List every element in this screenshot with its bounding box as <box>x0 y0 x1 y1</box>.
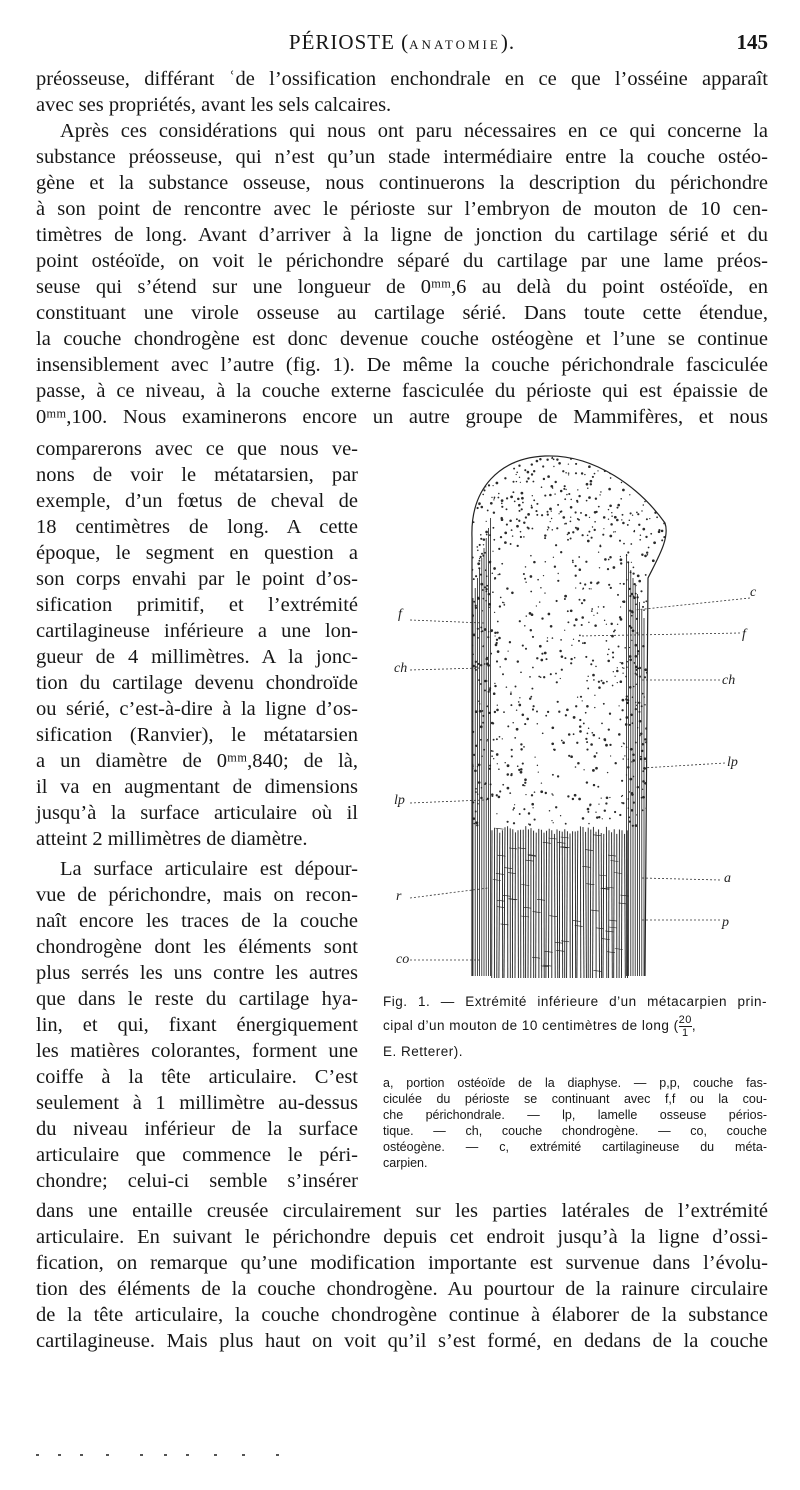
label-p-right: p <box>722 915 729 930</box>
text-line: a un diamètre de 0ᵐᵐ,840; de là, <box>36 750 358 772</box>
text-line: dans une entaille creusée circulairement sur les parties latérales de l’extrémité <box>36 1200 768 1222</box>
running-header <box>36 30 768 60</box>
text-line: point ostéoïde, on voit le périchondre séparé du cartilage par une lame préos- <box>36 250 768 272</box>
label-f-right: f <box>742 627 746 642</box>
legend-line: ostéogène. — c, extrémité cartilagineuse du méta- <box>383 1140 767 1154</box>
legend-line: carpien. <box>383 1156 428 1170</box>
text-line: cartilagineuse. Mais plus haut on voit qu’il s’est formé, en dedans de la couche <box>36 1330 768 1352</box>
text-line: son corps envahi par le point d’os- <box>36 568 358 590</box>
text-line: 18 centimètres de long. A cette <box>36 516 358 538</box>
text-line: gène et la substance osseuse, nous continuerons la description du périchondre <box>36 172 768 194</box>
caption-line: E. Retterer). <box>383 1044 464 1059</box>
label-c-right: c <box>750 585 757 600</box>
cartilage-stipple <box>471 453 668 827</box>
text-line: ou sérié, c’est-à-dire à la ligne d’os- <box>36 698 358 720</box>
text-line: chondre; celui-ci semble s’insérer <box>36 1170 358 1192</box>
text-line: seuse qui s’étend sur une longueur de 0ᵐᵐ,6 au delà du point ostéoïde, en <box>36 276 768 298</box>
legend-line: ciculée du périoste se continuant avec f,f ou la cou- <box>383 1092 767 1106</box>
text-line: seulement à 1 millimètre au-dessus <box>36 1092 358 1114</box>
text-line: chondrogène dont les éléments sont <box>36 936 358 958</box>
text-line: fication, on remarque qu’une modification importante est survenue dans l’évolu- <box>36 1252 768 1274</box>
caption-line: Fig. 1. — Extrémité inférieure d’un métacarpien prin- <box>383 994 767 1009</box>
text-line: 0ᵐᵐ,100. Nous examinerons encore un autre groupe de Mammifères, et nous <box>36 406 768 428</box>
text-line: lin, et qui, fixant énergiquement <box>36 1014 358 1036</box>
label-a-right: a <box>724 871 731 886</box>
text-line: tion du cartilage devenu chondroïde <box>36 672 358 694</box>
text-line: insensiblement avec l’autre (fig. 1). De même la couche périchondrale fasciculée <box>36 354 768 376</box>
text-line: la couche chondrogène est donc devenue couche ostéogène et l’une se continue <box>36 328 768 350</box>
caption-line: cipal d’un mouton de 10 centimètres de long ( $\frac{20}{1}$ , <box>383 1014 697 1039</box>
text-line: coiffe à la tête articulaire. C’est <box>36 1066 358 1088</box>
page-number: 145 <box>736 30 768 54</box>
text-line: exemple, d’un fœtus de cheval de <box>36 490 358 512</box>
text-line: jusqu’à la surface articulaire où il <box>36 802 358 824</box>
periosteal-hatching <box>473 518 644 976</box>
text-line: sification (Ranvier), le métatarsien <box>36 724 358 746</box>
text-line: avec ses propriétés, avant les sels calcaires. <box>36 94 392 116</box>
footer-dot-marks <box>36 1450 336 1460</box>
text-line: époque, le segment en question a <box>36 542 358 564</box>
legend-line: che périchondrale. — lp, lamelle osseuse périos- <box>383 1108 767 1122</box>
text-line: substance préosseuse, qui n’est qu’un stade intermédiaire entre la couche ostéo- <box>36 146 768 168</box>
text-line: sification primitif, et l’extrémité <box>36 594 358 616</box>
label-co-left: co <box>396 952 410 967</box>
text-line: La surface articulaire est dépour- <box>60 858 358 880</box>
text-line: cartilagineuse inférieure a une lon- <box>36 620 358 642</box>
text-line: que dans le reste du cartilage hya- <box>36 988 358 1010</box>
text-line: atteint 2 millimètres de diamètre. <box>36 828 308 850</box>
text-line: constituant une virole osseuse au cartilage sérié. Dans toute cette étendue, <box>36 302 768 324</box>
osteoid-zone-hatching <box>492 826 629 978</box>
caption-fraction: $\frac{20}{1}$ <box>678 1014 692 1039</box>
text-line: les matières colorantes, forment une <box>36 1040 358 1062</box>
label-lp-right: lp <box>727 755 738 770</box>
label-lp-left: lp <box>394 793 405 808</box>
text-line: à son point de rencontre avec le périoste sur l’embryon de mouton de 10 cen- <box>36 198 768 220</box>
text-line: Après ces considérations qui nous ont paru nécessaires en ce qui concerne la <box>60 120 768 142</box>
running-title: PÉRIOSTE (ANATOMIE). <box>288 30 516 54</box>
text-line: il va en augmentant de dimensions <box>36 776 358 798</box>
label-ch-left: ch <box>394 661 408 676</box>
text-line: de la tête articulaire, la couche chondrogène continue à élaborer de la substance <box>36 1304 768 1326</box>
text-line: passe, à ce niveau, à la couche externe fasciculée du périoste qui est épaissie de <box>36 380 768 402</box>
legend-line: a, portion ostéoïde de la diaphyse. — p,p, couche fas- <box>383 1076 767 1090</box>
label-r-left: r <box>396 889 402 904</box>
text-line: préosseuse, différant ʿde l’ossification enchondrale en ce que l’osséine apparaît <box>36 68 768 90</box>
label-ch-right: ch <box>722 673 736 688</box>
text-line: articulaire. En suivant le périchondre depuis cet endroit jusqu’à la ligne d’ossi- <box>36 1226 768 1248</box>
label-f-left: f <box>398 607 402 622</box>
text-line: timètres de long. Avant d’arriver à la ligne de jonction du cartilage sérié et du <box>36 224 768 246</box>
leader-lines <box>410 598 750 960</box>
legend-line: tique. — ch, couche chondrogène. — co, couche <box>383 1124 767 1138</box>
text-line: tion des éléments de la couche chondrogène. Au pourtour de la rainure circulaire <box>36 1278 768 1300</box>
figure-metacarpal-illustration <box>380 448 780 988</box>
text-line: nons de voir le métatarsien, par <box>36 464 358 486</box>
text-line: comparerons avec ce que nous ve- <box>36 438 358 460</box>
text-line: vue de périchondre, mais on recon- <box>36 884 358 906</box>
text-line: articulaire que commence le péri- <box>36 1144 358 1166</box>
text-line: plus serrés les uns contre les autres <box>36 962 358 984</box>
text-line: du niveau inférieur de la surface <box>36 1118 358 1140</box>
text-line: gueur de 4 millimètres. A la jonc- <box>36 646 358 668</box>
text-line: naît encore les traces de la couche <box>36 910 358 932</box>
